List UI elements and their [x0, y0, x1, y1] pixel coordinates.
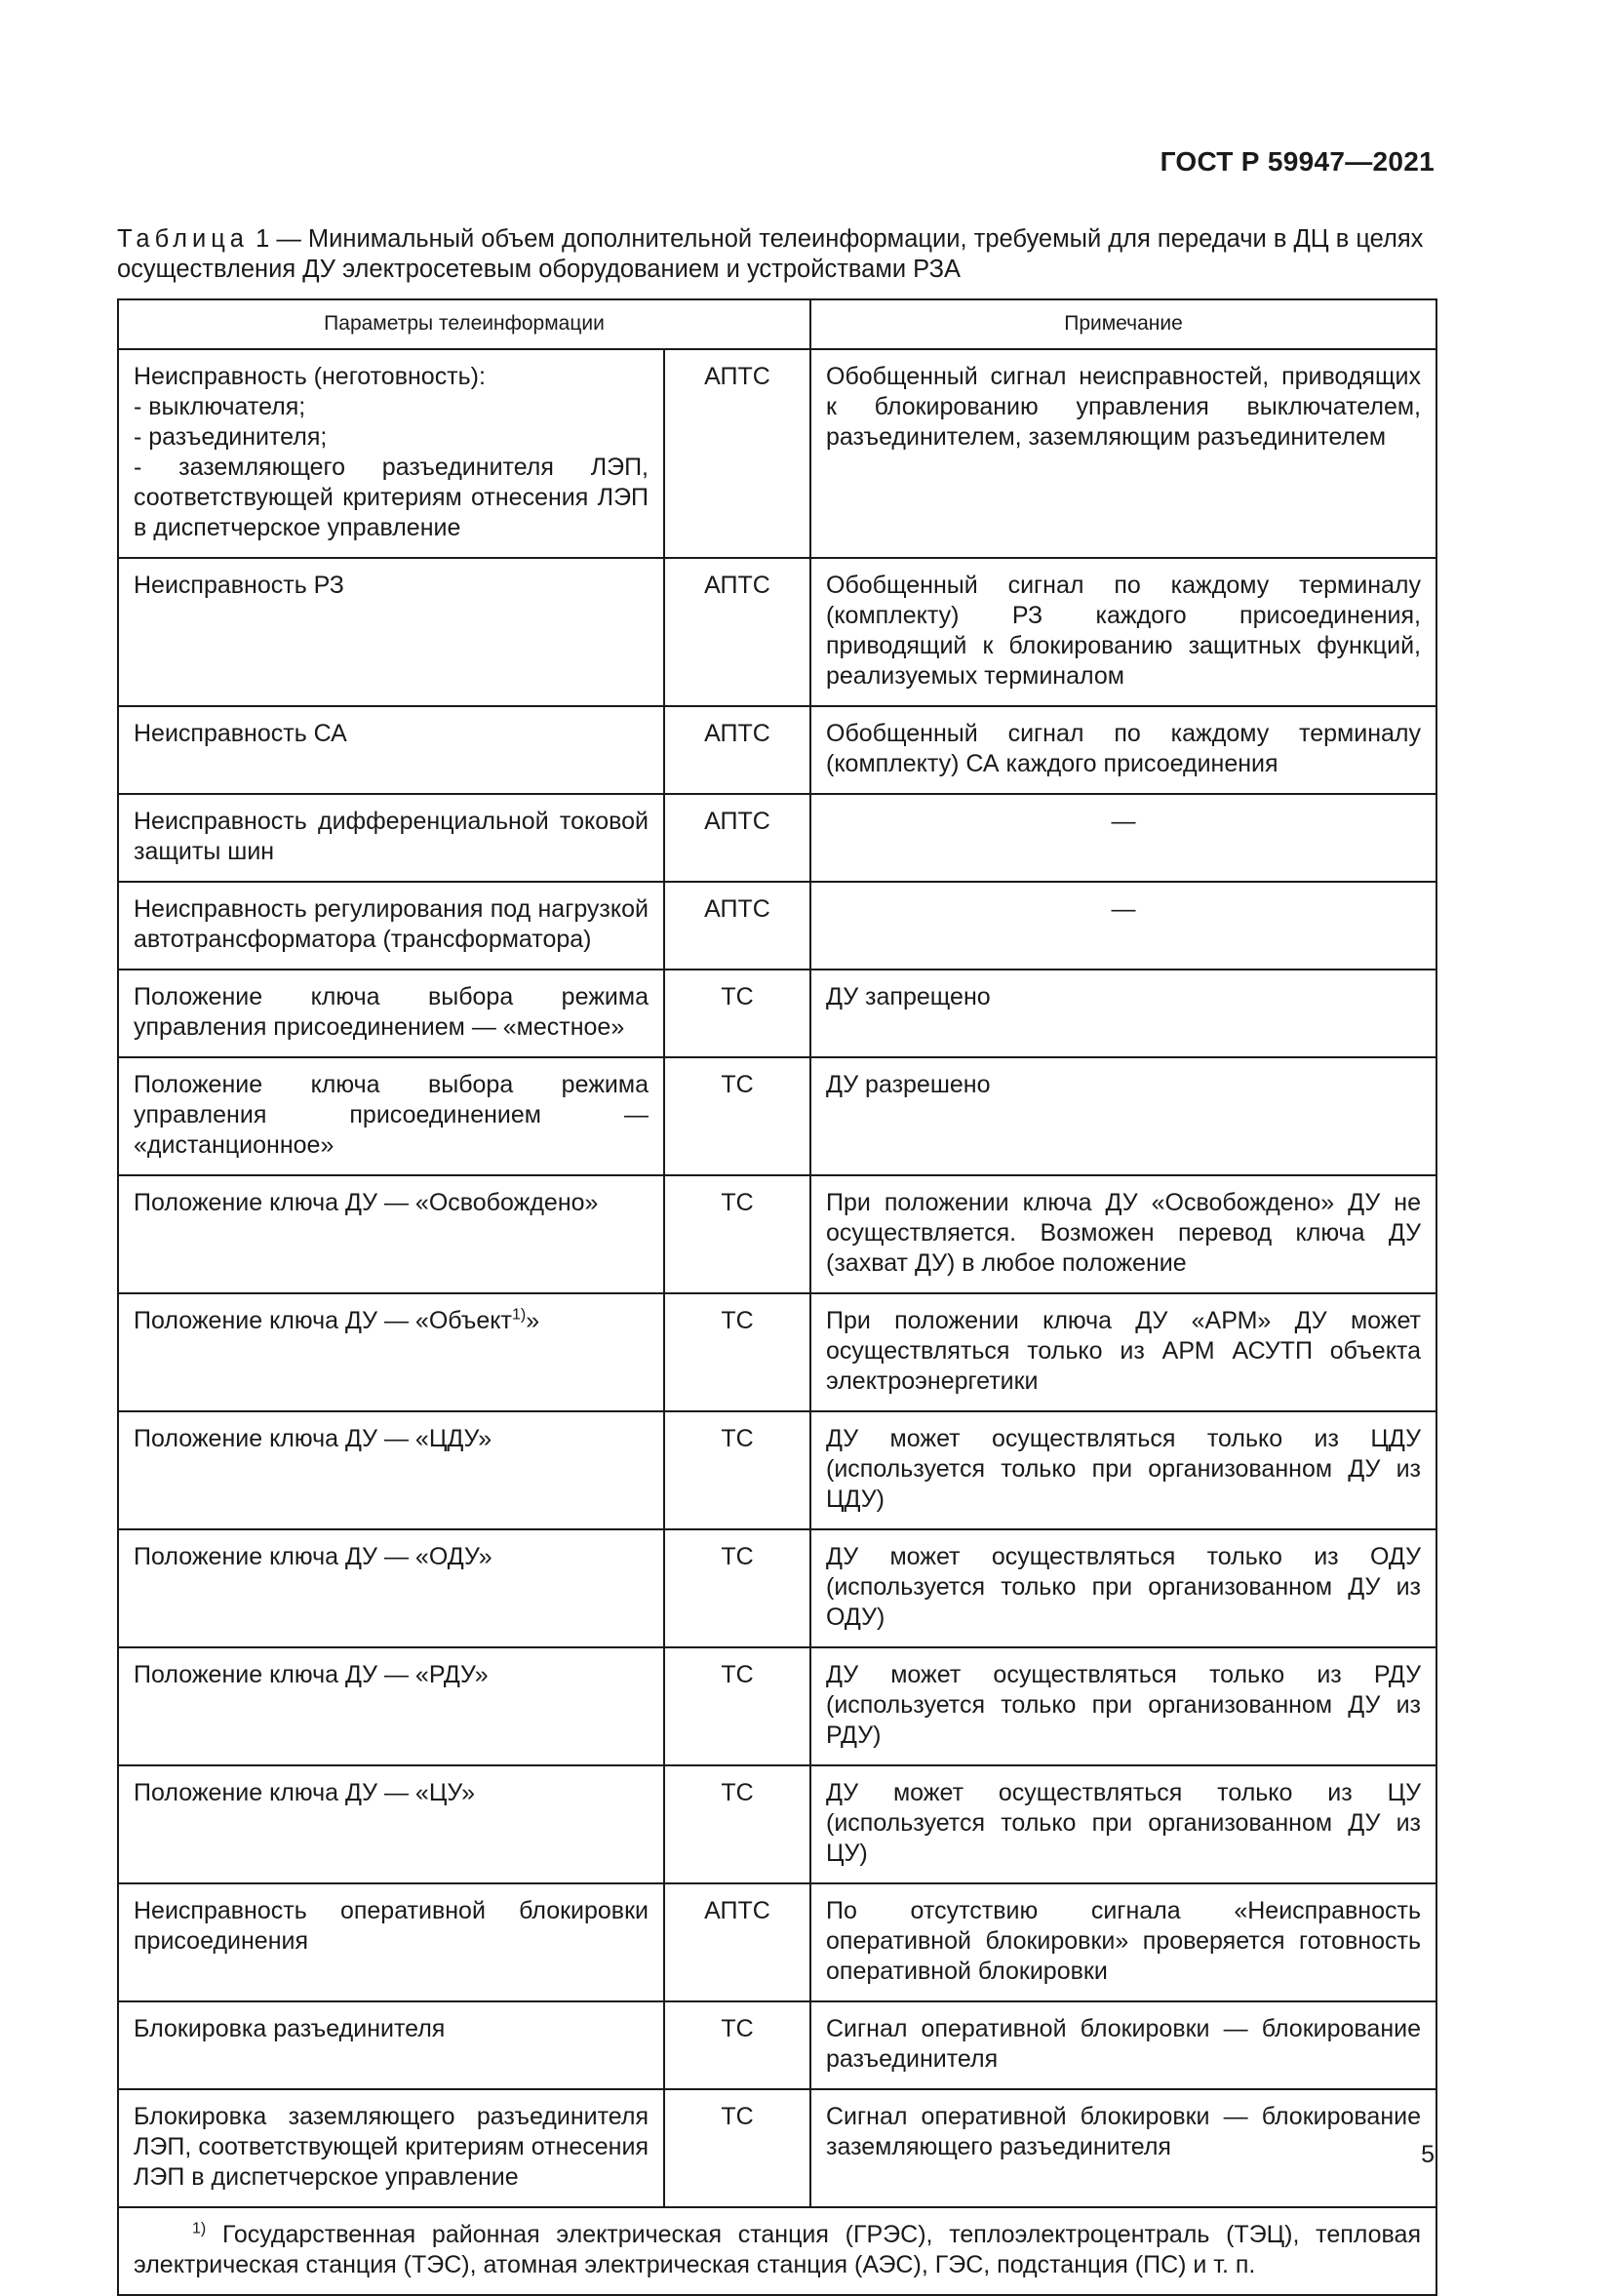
param-cell: Положение ключа ДУ — «ЦУ»: [118, 1765, 664, 1883]
param-line: - разъединителя;: [134, 423, 328, 451]
param-cell: [118, 349, 664, 558]
table-row: [118, 1765, 1436, 1883]
type-cell: АПТС: [664, 794, 810, 882]
type-cell: АПТС: [664, 706, 810, 794]
type-cell: ТС: [664, 1647, 810, 1765]
table-row: [118, 558, 1436, 706]
note-cell: ДУ может осуществляться только из ЦУ (используется только при организованном ДУ из ЦУ): [810, 1765, 1436, 1883]
param-text: Положение ключа ДУ — «Объект: [134, 1307, 512, 1334]
page-number: 5: [1421, 2141, 1435, 2168]
note-cell: Сигнал оперативной блокировки — блокирование разъединителя: [810, 2001, 1436, 2089]
type-cell: АПТС: [664, 1883, 810, 2001]
type-cell: ТС: [664, 970, 810, 1057]
table-row: [118, 794, 1436, 882]
note-cell: По отсутствию сигнала «Неисправность оперативной блокировки» проверяется готовность оперативной блокировки: [810, 1883, 1436, 2001]
param-cell: Положение ключа ДУ — «ОДУ»: [118, 1529, 664, 1647]
param-line: - заземляющего разъединителя ЛЭП, соответствующей критериям отнесения ЛЭП в диспетчерское управление: [134, 454, 649, 541]
param-cell: Блокировка разъединителя: [118, 2001, 664, 2089]
note-cell: —: [810, 794, 1436, 882]
type-cell: ТС: [664, 2089, 810, 2207]
param-cell: Положение ключа ДУ — «ЦДУ»: [118, 1411, 664, 1529]
table-row: [118, 706, 1436, 794]
table-row: [118, 882, 1436, 970]
param-line: Неисправность (неготовность):: [134, 363, 486, 390]
table-row: [118, 970, 1436, 1057]
table-row: [118, 2001, 1436, 2089]
param-cell: Положение ключа ДУ — «РДУ»: [118, 1647, 664, 1765]
footnote: [118, 2207, 1436, 2295]
footnote-marker: 1): [192, 2220, 207, 2237]
param-cell: Неисправность регулирования под нагрузкой автотрансформатора (трансформатора): [118, 882, 664, 970]
type-cell: ТС: [664, 1529, 810, 1647]
document-code: ГОСТ Р 59947—2021: [1160, 146, 1435, 177]
note-cell: Обобщенный сигнал по каждому терминалу (комплекту) СА каждого присоединения: [810, 706, 1436, 794]
type-cell: АПТС: [664, 882, 810, 970]
param-cell: Неисправность РЗ: [118, 558, 664, 706]
param-cell: Положение ключа выбора режима управления присоединением — «дистанционное»: [118, 1057, 664, 1175]
footnote-text: Государственная районная электрическая станция (ГРЭС), теплоэлектроцентраль (ТЭЦ), тепловая электрическая станция (ТЭС), атомная электрическая станция (АЭС), ГЭС, подстанция (ПС) и т. п.: [134, 2221, 1421, 2278]
note-cell: Обобщенный сигнал неисправностей, приводящих к блокированию управления выключателем, разъединителем, заземляющим разъединителем: [810, 349, 1436, 558]
param-cell: Блокировка заземляющего разъединителя ЛЭП, соответствующей критериям отнесения ЛЭП в диспетчерское управление: [118, 2089, 664, 2207]
table-row: [118, 1293, 1436, 1411]
telemetry-table: [117, 298, 1437, 2296]
type-cell: ТС: [664, 1057, 810, 1175]
note-cell: ДУ запрещено: [810, 970, 1436, 1057]
type-cell: ТС: [664, 1293, 810, 1411]
param-cell: Неисправность дифференциальной токовой защиты шин: [118, 794, 664, 882]
note-cell: ДУ может осуществляться только из ОДУ (используется только при организованном ДУ из ОДУ): [810, 1529, 1436, 1647]
param-text-suffix: »: [526, 1307, 540, 1334]
note-cell: ДУ разрешено: [810, 1057, 1436, 1175]
type-cell: ТС: [664, 1411, 810, 1529]
table-row: [118, 1175, 1436, 1293]
type-cell: ТС: [664, 1765, 810, 1883]
type-cell: АПТС: [664, 349, 810, 558]
note-cell: —: [810, 882, 1436, 970]
table-row: [118, 1529, 1436, 1647]
type-cell: ТС: [664, 2001, 810, 2089]
table-row: [118, 349, 1436, 558]
table-row: [118, 1411, 1436, 1529]
note-cell: ДУ может осуществляться только из ЦДУ (используется только при организованном ДУ из ЦДУ): [810, 1411, 1436, 1529]
table-row: [118, 1883, 1436, 2001]
param-line: - выключателя;: [134, 393, 306, 420]
type-cell: ТС: [664, 1175, 810, 1293]
table-caption: [117, 224, 1434, 285]
header-params: Параметры телеинформации: [118, 299, 810, 349]
param-cell: Положение ключа выбора режима управления присоединением — «местное»: [118, 970, 664, 1057]
note-cell: При положении ключа ДУ «Освобождено» ДУ не осуществляется. Возможен перевод ключа ДУ (захват ДУ) в любое положение: [810, 1175, 1436, 1293]
note-cell: Обобщенный сигнал по каждому терминалу (комплекту) РЗ каждого присоединения, приводящий к блокированию защитных функций, реализуемых терминалом: [810, 558, 1436, 706]
header-note: Примечание: [810, 299, 1436, 349]
table-caption-label: Таблица: [117, 225, 249, 253]
table-row: [118, 1057, 1436, 1175]
table-row: [118, 1647, 1436, 1765]
footnote-ref: 1): [511, 1306, 527, 1324]
note-cell: При положении ключа ДУ «АРМ» ДУ может осуществляться только из АРМ АСУТП объекта электроэнергетики: [810, 1293, 1436, 1411]
param-cell: Неисправность оперативной блокировки присоединения: [118, 1883, 664, 2001]
param-cell: Положение ключа ДУ — «Освобождено»: [118, 1175, 664, 1293]
note-cell: Сигнал оперативной блокировки — блокирование заземляющего разъединителя: [810, 2089, 1436, 2207]
table-caption-text: 1 — Минимальный объем дополнительной телеинформации, требуемый для передачи в ДЦ в целях осуществления ДУ электросетевым оборудованием и устройствами РЗА: [117, 225, 1424, 283]
table-header-row: [118, 299, 1436, 349]
type-cell: АПТС: [664, 558, 810, 706]
footnote-row: [118, 2207, 1436, 2295]
note-cell: ДУ может осуществляться только из РДУ (используется только при организованном ДУ из РДУ): [810, 1647, 1436, 1765]
param-cell: [118, 1293, 664, 1411]
table-row: [118, 2089, 1436, 2207]
param-cell: Неисправность СА: [118, 706, 664, 794]
